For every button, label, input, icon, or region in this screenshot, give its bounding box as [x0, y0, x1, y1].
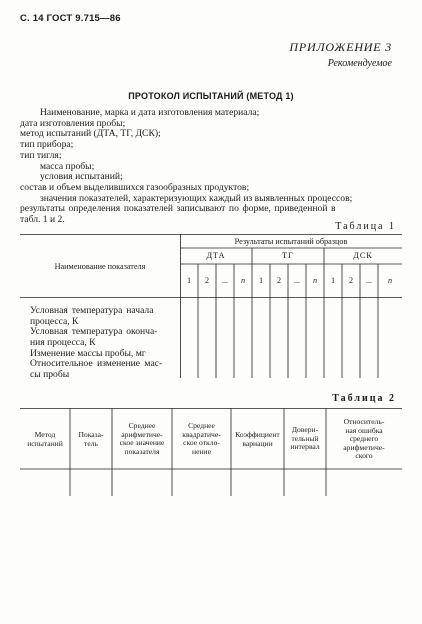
- sub-col: 2: [204, 276, 210, 285]
- table-row-label: Условная температура оконча- ния процесса, К: [30, 326, 158, 348]
- t2-header-std-dev: Среднее квадратиче- ское откло- нение: [182, 421, 221, 456]
- results-header: Результаты испытаний образцов: [234, 237, 348, 246]
- sub-col: 2: [348, 276, 354, 285]
- appendix-label: [289, 40, 392, 69]
- table-row-label: Изменение массы пробы, мг: [30, 348, 146, 359]
- document-title: ПРОТОКОЛ ИСПЫТАНИЙ (МЕТОД 1): [128, 91, 294, 101]
- body-text: [20, 108, 400, 226]
- method-header-dta: ДТА: [206, 251, 226, 260]
- t2-header-variation: Коэффициент вариации: [235, 430, 280, 448]
- table-row-label: Условная температура начала процесса, К: [30, 305, 154, 327]
- t2-header-confidence: Довери- тельный интервал: [290, 425, 320, 452]
- sub-col: n: [240, 276, 246, 285]
- sub-col: n: [312, 276, 318, 285]
- table-row-label: Относительное изменение мас- сы пробы: [30, 358, 163, 380]
- body-line: тип тигля;: [20, 149, 62, 161]
- method-header-dsk: ДСК: [353, 251, 373, 260]
- sub-col: 2: [276, 276, 282, 285]
- method-header-tg: ТГ: [282, 251, 294, 260]
- appendix-title: ПРИЛОЖЕНИЕ 3: [289, 40, 392, 54]
- appendix-subtitle: Рекомендуемое: [327, 58, 392, 69]
- page-header: С. 14 ГОСТ 9.715—86: [20, 13, 121, 24]
- table1: [20, 234, 402, 378]
- body-line: значения показателей, характеризующих каждый из выявленных процессов;: [40, 192, 353, 204]
- sub-col: ...: [221, 276, 229, 285]
- t2-header-rel-error: Относитель- ная ошибка среднего арифметиче- ского: [343, 417, 385, 461]
- table2-caption: Таблица 2: [332, 393, 396, 404]
- col-name-header: Наименование показателя: [54, 262, 146, 271]
- sub-col: n: [387, 276, 393, 285]
- t2-header-mean: Среднее арифметиче- ское значение показателя: [119, 421, 165, 456]
- sub-col: 1: [258, 276, 264, 285]
- body-line: дата изготовления пробы;: [20, 117, 126, 129]
- body-line: табл. 1 и 2.: [20, 214, 65, 226]
- body-line: результаты определения показателей записывают по форме, приведенной в: [20, 203, 336, 215]
- body-line: Наименование, марка и дата изготовления материала;: [40, 107, 260, 118]
- table1-caption: Таблица 1: [335, 221, 396, 232]
- body-line: тип прибора;: [20, 139, 74, 151]
- sub-col: 1: [330, 276, 336, 285]
- t2-header-method: Метод испытаний: [27, 430, 63, 448]
- sub-col: 1: [186, 276, 192, 285]
- t2-header-indicator: Показа- тель: [78, 430, 104, 448]
- body-line: масса пробы;: [40, 160, 95, 172]
- table2: [20, 408, 402, 496]
- sub-col: ...: [293, 276, 301, 285]
- body-line: условия испытаний;: [40, 171, 123, 183]
- body-line: метод испытаний (ДТА, ТГ, ДСК);: [20, 128, 161, 140]
- body-line: состав и объем выделившихся газообразных продуктов;: [20, 181, 250, 193]
- sub-col: ...: [365, 276, 373, 285]
